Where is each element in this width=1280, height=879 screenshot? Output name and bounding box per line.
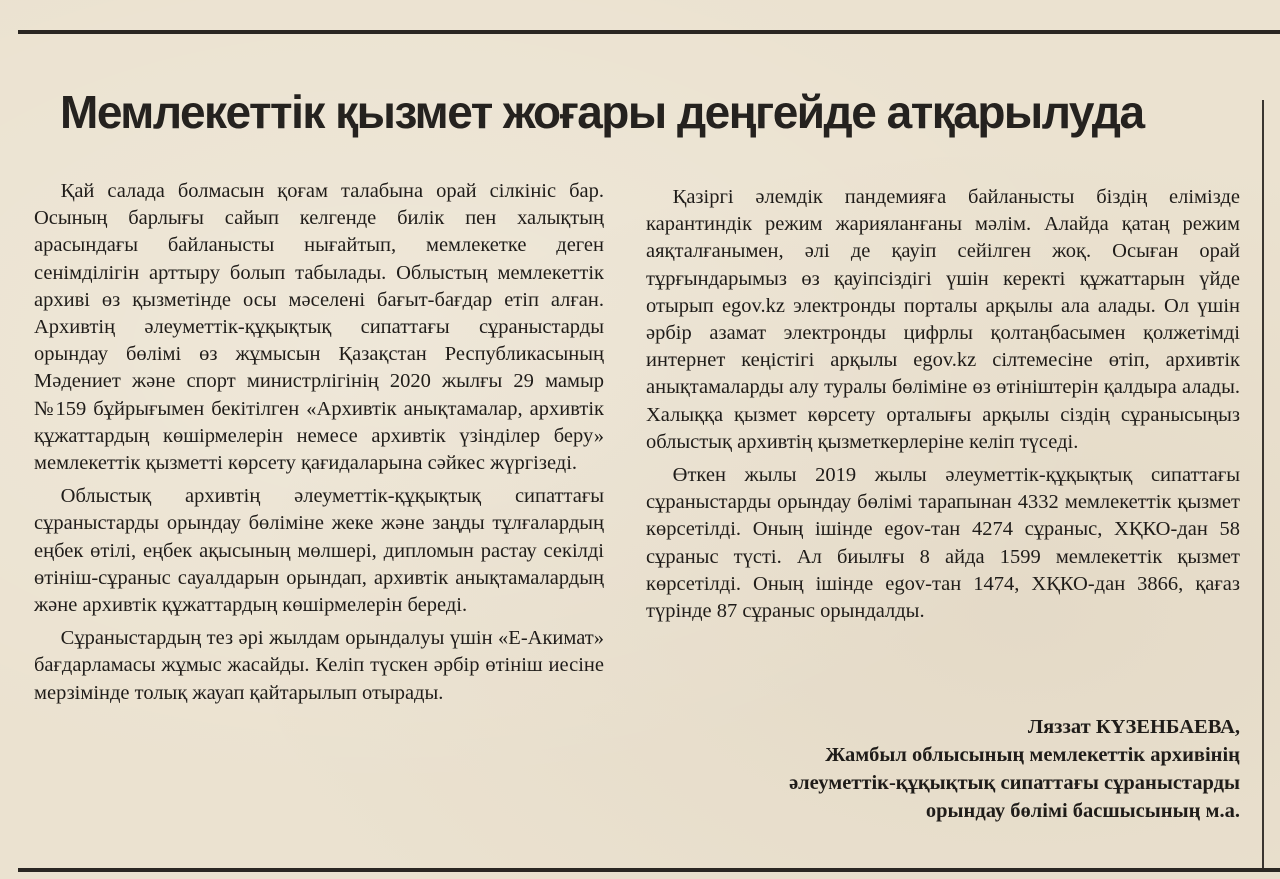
paragraph: Облыстық архивтің әлеуметтік-құқықтық сипаттағы сұраныстарды орындау бөліміне жеке және заңды тұлғалардың еңбек өтілі, еңбек ақысының мөлшері, дипломын растау секілді өтініш-сұраныс сауалдарын орындап, архивтік анықтамалардың және архивтік құжаттардың көшірмелерін береді. <box>34 485 604 617</box>
author-title-line: Жамбыл облысының мемлекеттік архивінің <box>825 744 1240 766</box>
paragraph: Өткен жылы 2019 жылы әлеуметтік-құқықтық сипаттағы сұраныстарды орындау бөлімі тарапынан 4332 мемлекеттік қызмет көрсетілді. Оның ішінде egov-тан 4274 сұраныс, ХҚКО-дан 58 сұраныс түсті. Ал биылғы 8 айда 1599 мемлекеттік қызмет көрсетілді. Оның ішінде egov-тан 1474, ХҚКО-дан 3866, қағаз түрінде 87 сұраныс орындалды. <box>646 464 1240 623</box>
left-column <box>34 178 604 707</box>
paragraph: Қазіргі әлемдік пандемияға байланысты біздің елімізде карантиндік режим жарияланғаны мәлім. Алайда қатаң режим аяқталғанымен, әлі де қауіп сейілген жоқ. Осыған орай тұрғындарымыз өз қауіпсіздігі үшін керекті құжаттарын үйде отырып egov.kz электронды порталы арқылы ала алады. Ол үшін әрбір азамат электронды цифрлы қолтаңбасымен қолжетімді интернет кеңістігі арқылы egov.kz сілтемесіне өтіп, архивтік анықтамаларды алу туралы бөліміне өз өтініштерін қалдыра алады. Халыққа қызмет көрсету орталығы арқылы сіздің сұранысыңыз облыстық архивтің қызметкерлеріне келіп түседі. <box>646 186 1240 453</box>
right-column-rule <box>1262 100 1264 868</box>
right-column <box>646 184 1240 625</box>
author-name: Ляззат КҮЗЕНБАЕВА, <box>1027 716 1240 738</box>
top-rule <box>18 30 1280 34</box>
article-headline: Мемлекеттік қызмет жоғары деңгейде атқарылуда <box>60 86 1144 138</box>
author-title-line: орындау бөлімі басшысының м.а. <box>925 800 1240 822</box>
paragraph: Қай салада болмасын қоғам талабына орай сілкініс бар. Осының барлығы сайып келгенде билік пен халықтың арасындағы байланысты нығайтып, мемлекетке деген сенімділігін арттыру болып табылады. Облыстың мемлекеттік архиві өз қызметінде осы мәселені бағыт-бағдар етіп алған. Архивтің әлеуметтік-құқықтық сипаттағы сұраныстарды орындау бөлімі өз жұмысын Қазақстан Республикасының Мәдениет және спорт министрлігінің 2020 жылғы 29 мамыр №159 бұйрығымен бекітілген «Архивтік анықтамалар, архивтік құжаттардың көшірмелерін немесе архивтік үзінділер беру» мемлекеттік қызметті көрсету қағидаларына сәйкес жүргізеді. <box>34 180 604 475</box>
author-title-line: әлеуметтік-құқықтық сипаттағы сұраныстарды <box>789 772 1240 794</box>
bottom-rule <box>18 868 1280 872</box>
author-signature <box>640 713 1240 825</box>
paragraph: Сұраныстардың тез әрі жылдам орындалуы үшін «Е-Акимат» бағдарламасы жұмыс жасайды. Келіп түскен әрбір өтініш иесіне мерзімінде толық жауап қайтарылып отырады. <box>34 627 604 704</box>
